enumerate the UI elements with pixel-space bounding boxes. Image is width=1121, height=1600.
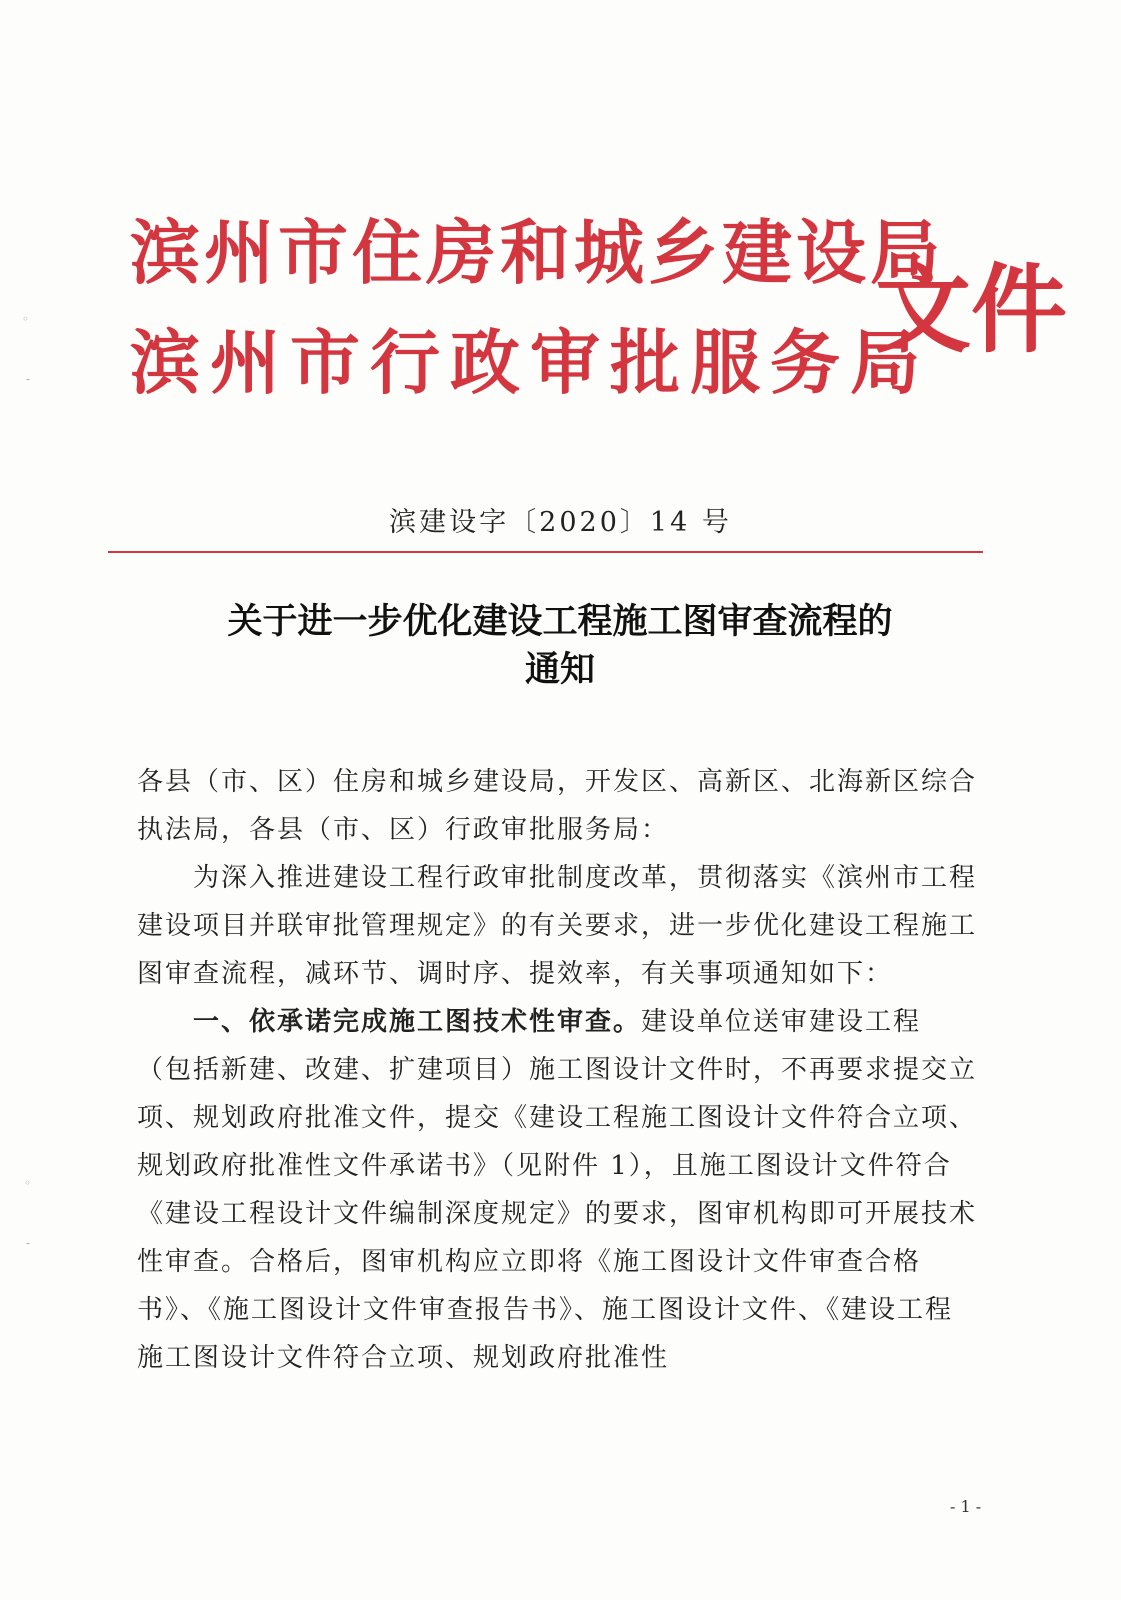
red-divider [108, 551, 983, 553]
intro-paragraph: 为深入推进建设工程行政审批制度改革，贯彻落实《滨州市工程建设项目并联审批管理规定》的有关要求，进一步优化建设工程施工图审查流程，减环节、调时序、提效率，有关事项通知如下： [137, 863, 978, 989]
title-line-1: 关于进一步优化建设工程施工图审查流程的 [227, 601, 893, 642]
document-number: 滨建设字〔2020〕14 号 [389, 507, 732, 538]
margin-mark: - [26, 372, 31, 386]
margin-mark: - [26, 1236, 31, 1250]
section-1-paragraph [137, 998, 977, 1382]
title-line-2: 通知 [524, 649, 595, 690]
margin-mark: ◦ [24, 1176, 32, 1190]
document-body [137, 758, 977, 1382]
salutation: 各县（市、区）住房和城乡建设局，开发区、高新区、北海新区综合执法局，各县（市、区）行政审批服务局： [137, 767, 978, 845]
document-type: 文件 [875, 253, 1067, 366]
issuer-line-1: 滨州市住房和城乡建设局 [130, 211, 944, 294]
document-title [110, 598, 1010, 694]
issuer-line-2: 滨州市行政审批服务局 [130, 321, 930, 404]
page-number: - 1 - [950, 1497, 982, 1516]
red-header [130, 205, 1067, 420]
section-1-text: 建设单位送审建设工程（包括新建、改建、扩建项目）施工图设计文件时，不再要求提交立项、规划政府批准文件，提交《建设工程施工图设计文件符合立项、规划政府批准性文件承诺书》（见附件 1），且施工图设计文件符合《建设工程设计文件编制深度规定》的要求，图审机构即可开展技术性审查。合格后，图审机构应立即将《施工图设计文件审查合格书》、《施工图设计文件审查报告书》、施工图设计文件、《建设工程施工图设计文件符合立项、规划政府批准性 [137, 1007, 978, 1373]
section-1-heading: 一、依承诺完成施工图技术性审查。 [193, 1007, 642, 1037]
margin-mark: ◦ [22, 312, 30, 326]
